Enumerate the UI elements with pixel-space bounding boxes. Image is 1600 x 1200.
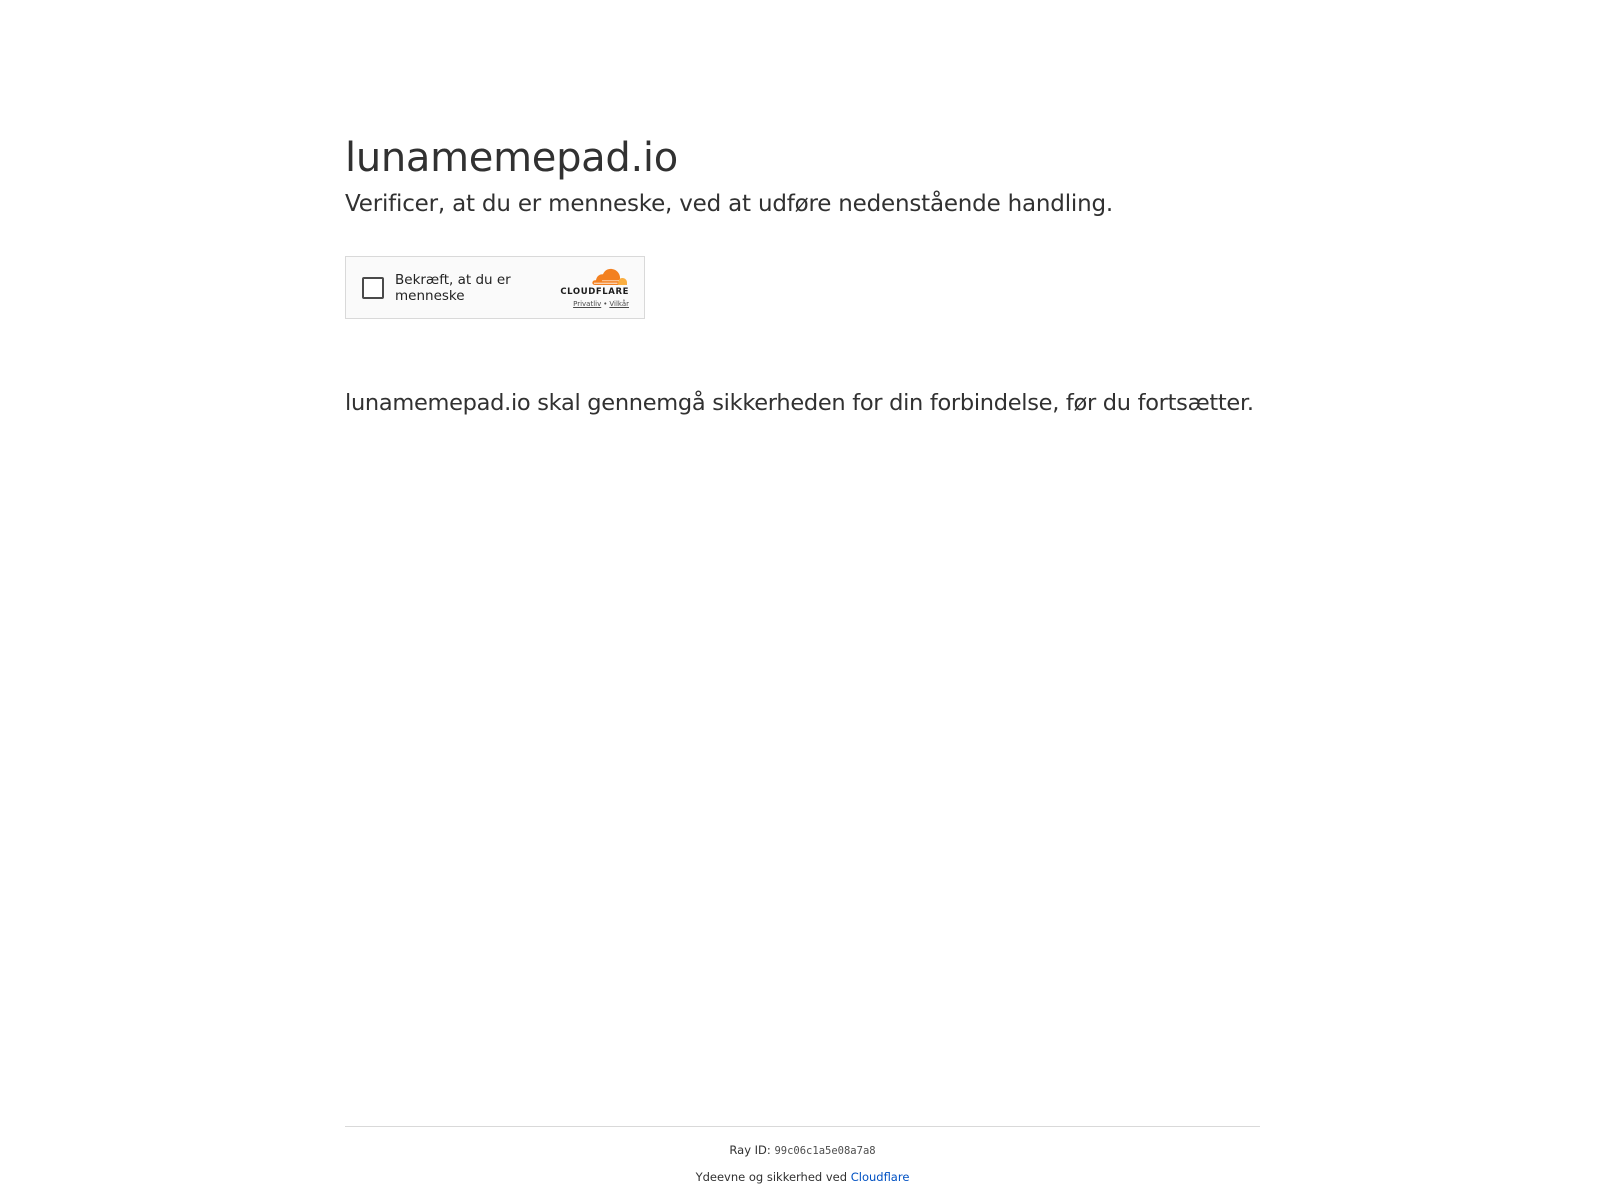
site-title: lunamemepad.io (345, 135, 678, 181)
ray-id-label: Ray ID: (729, 1143, 771, 1157)
powered-by-text: Ydeevne og sikkerhed ved (695, 1170, 848, 1184)
powered-by (345, 1170, 1260, 1184)
widget-links (549, 299, 629, 309)
main-content (345, 132, 1260, 419)
verification-instruction: Verificer, at du er menneske, ved at udføre nedenstående handling. (345, 191, 1113, 217)
security-review-message: lunamemepad.io skal gennemgå sikkerheden for din forbindelse, før du fortsætter. (345, 390, 1254, 416)
terms-link[interactable]: Vilkår (609, 300, 629, 308)
human-verification-checkbox[interactable] (362, 277, 384, 299)
ray-id-value: 99c06c1a5e08a7a8 (774, 1145, 876, 1157)
checkbox-label[interactable]: Bekræft, at du er menneske (395, 272, 511, 304)
cloudflare-wordmark: CLOUDFLARE (560, 287, 629, 297)
cloudflare-link[interactable]: Cloudflare (850, 1170, 910, 1184)
link-separator: • (603, 300, 608, 308)
turnstile-widget (345, 256, 645, 319)
ray-id (345, 1143, 1260, 1158)
footer (345, 1126, 1260, 1184)
cloudflare-cloud-icon (589, 267, 629, 287)
cloudflare-branding (549, 267, 629, 309)
privacy-link[interactable]: Privatliv (573, 300, 602, 308)
